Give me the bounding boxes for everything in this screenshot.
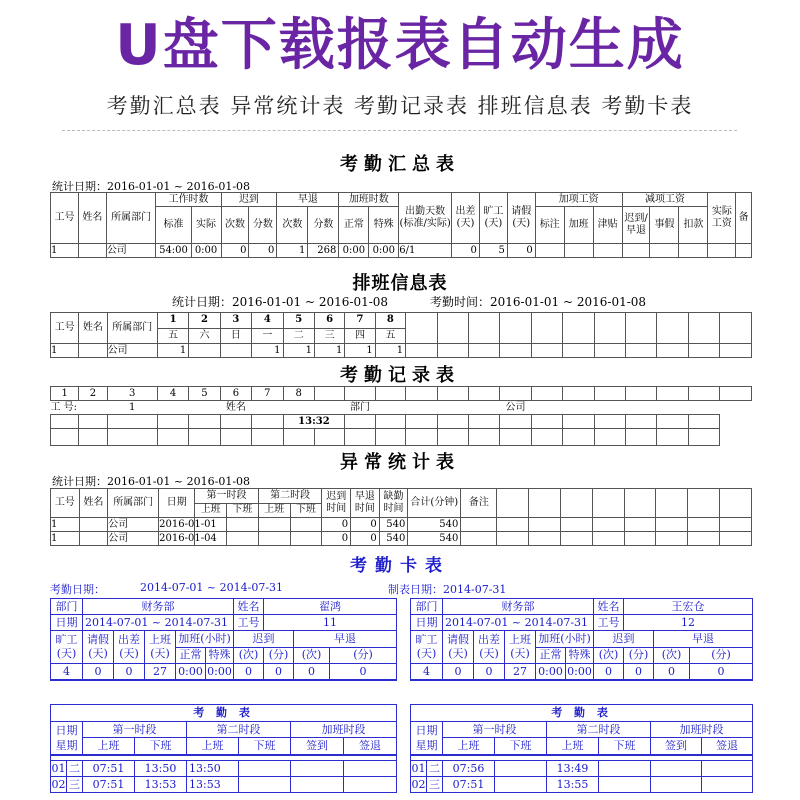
card-right-table-title: 考 勤 表 <box>411 705 753 722</box>
card-left-attendance: 考 勤 表 日期 星期 第一时段 第二时段 加班时段 上班 下班 上班 下班 签到 签退 01 二 07:51 13:50 13:50 02 三 07:51 13:53 13:53 <box>50 704 397 793</box>
col-late: 迟到 <box>221 193 277 207</box>
table-row: 02 三 07:51 13:53 13:53 <box>51 777 397 793</box>
card-left-info: 部门 财务部 姓名 翟鸿 日期 2014-07-01 ~ 2014-07-31 工号 11 旷工(天) 请假(天) 出差(天) 上班(天) 加班(小时) 迟到 早退 正常 特殊 (次) (分) (次) (分) 4 0 0 27 0:00 0:00 0 0 0 0 <box>50 598 397 681</box>
col-leave: 请假(天) <box>507 193 535 244</box>
card-left-table-title: 考 勤 表 <box>51 705 397 722</box>
divider <box>62 130 737 131</box>
col-missing: 缺勤时间 <box>379 489 408 518</box>
col-p1-on: 上班 <box>195 503 227 518</box>
card-right-info: 部门 财务部 姓名 王宏仓 日期 2014-07-01 ~ 2014-07-31 工号 12 旷工(天) 请假(天) 出差(天) 上班(天) 加班(小时) 迟到 早退 正常 特殊 (次) (分) (次) (分) 4 0 0 27 0:00 0:00 0 0 0 0 <box>410 598 753 681</box>
col-late-times: 次数 <box>221 207 249 244</box>
col-note: 备注 <box>461 489 497 518</box>
summary-date: 统计日期：2016-01-01 ~ 2016-01-08 <box>52 180 251 193</box>
col-early: 早退时间 <box>351 489 380 518</box>
schedule-date: 统计日期：2016-01-01 ~ 2016-01-08 <box>172 295 389 309</box>
card-left-dept: 财务部 <box>83 599 234 615</box>
card-right-dept: 财务部 <box>443 599 594 615</box>
col-bonus-mark: 标注 <box>535 207 564 244</box>
table-row: 02 三 07:51 13:55 <box>411 777 753 793</box>
col-name: 姓名 <box>79 313 107 344</box>
col-dept: 所属部门 <box>108 489 159 518</box>
card-left-name: 翟鸿 <box>264 599 397 615</box>
card-right-date: 2014-07-01 ~ 2014-07-31 <box>443 615 594 631</box>
record-name-label: 姓名 <box>225 401 246 413</box>
col-dept: 所属部门 <box>106 193 156 244</box>
col-early-minutes: 分数 <box>308 207 339 244</box>
col-work-hours: 工作时数 <box>156 193 221 207</box>
abnormal-table <box>50 488 752 546</box>
col-late: 迟到时间 <box>322 489 351 518</box>
col-p2-off: 下班 <box>290 503 322 518</box>
table-row: 01 二 07:56 13:49 <box>411 761 753 777</box>
col-early: 早退 <box>277 193 339 207</box>
col-id: 工号 <box>51 489 80 518</box>
card-right-stats: 4 0 0 27 0:00 0:00 0 0 0 0 <box>411 664 753 681</box>
record-dept-value: 公司 <box>505 401 526 413</box>
table-row: 1 公司 2016-01-01 0 0 540 540 <box>51 518 752 532</box>
card-right-attendance: 考 勤 表 日期 星期 第一时段 第二时段 加班时段 上班 下班 上班 下班 签到 签退 01 二 07:56 13:49 02 三 07:51 13:55 <box>410 704 753 793</box>
record-id-label: 工 号: <box>50 401 78 413</box>
col-deduct-other: 扣款 <box>679 207 708 244</box>
col-name: 姓名 <box>78 193 106 244</box>
col-id: 工号 <box>51 193 79 244</box>
banner <box>0 0 800 125</box>
table-row: 01 二 07:51 13:50 13:50 <box>51 761 397 777</box>
record-dept-label: 部门 <box>350 401 371 413</box>
col-early-times: 次数 <box>277 207 308 244</box>
col-p2: 第二时段 <box>258 489 322 504</box>
col-bonus: 加项工资 <box>535 193 622 207</box>
record-table: 1 2 3 4 5 6 7 8 工 号: 1 姓名 部门 公司 13:32 <box>50 386 752 446</box>
col-std: 标准 <box>156 207 191 244</box>
col-dept: 所属部门 <box>107 313 157 344</box>
card-right-id: 12 <box>624 615 753 631</box>
card-make-date: 制表日期：2014-07-31 <box>388 583 507 596</box>
col-business: 出差(天) <box>452 193 480 244</box>
col-overtime: 加班时数 <box>339 193 399 207</box>
col-bonus-allow: 津贴 <box>593 207 622 244</box>
schedule-title: 排班信息表 <box>352 273 448 294</box>
col-attend-days: 出勤天数(标准/实际) <box>399 193 452 244</box>
abnormal-title: 异常统计表 <box>340 452 460 473</box>
card-right-name: 王宏仓 <box>624 599 753 615</box>
col-date: 日期 <box>159 489 195 518</box>
col-real-pay: 实际工资 <box>708 193 736 244</box>
col-ot-special: 特殊 <box>369 207 399 244</box>
col-note: 备 <box>736 193 752 244</box>
schedule-table: 工号 姓名 所属部门 1 2 3 4 5 6 7 8 五 六 日 一 二 三 四 五 1 公司 1 1 1 1 1 1 <box>50 312 752 358</box>
col-ot-normal: 正常 <box>339 207 369 244</box>
banner-title: U盘下载报表自动生成 <box>115 13 685 78</box>
table-row: 1 公司 54:00 0:00 0 0 1 268 0:00 0:00 6/1 0 5 0 <box>51 244 752 258</box>
table-row: 1 公司 1 1 1 1 1 1 <box>51 344 752 358</box>
record-time: 13:32 <box>283 415 345 429</box>
col-p1: 第一时段 <box>195 489 259 504</box>
col-deduct: 减项工资 <box>622 193 708 207</box>
col-deduct-leave: 事假 <box>650 207 679 244</box>
summary-table <box>50 192 752 258</box>
card-left-stats: 4 0 0 27 0:00 0:00 0 0 0 0 <box>51 664 397 681</box>
col-bonus-ot: 加班 <box>564 207 593 244</box>
abnormal-date: 统计日期：2016-01-01 ~ 2016-01-08 <box>52 475 251 488</box>
col-id: 工号 <box>51 313 79 344</box>
col-actual: 实际 <box>191 207 221 244</box>
record-title: 考勤记录表 <box>340 365 460 386</box>
col-total: 合计(分钟) <box>408 489 461 518</box>
col-deduct-late: 迟到/早退 <box>622 207 650 244</box>
card-check-date-label: 考勤日期： <box>50 583 105 596</box>
schedule-check-date: 考勤时间：2016-01-01 ~ 2016-01-08 <box>430 295 647 309</box>
table-row: 1 公司 2016-01-04 0 0 540 540 <box>51 532 752 546</box>
col-p1-off: 下班 <box>227 503 259 518</box>
col-late-minutes: 分数 <box>249 207 277 244</box>
card-left-date: 2014-07-01 ~ 2014-07-31 <box>83 615 234 631</box>
record-id-value: 1 <box>129 401 136 413</box>
banner-subtitle: 考勤汇总表 异常统计表 考勤记录表 排班信息表 考勤卡表 <box>106 94 694 118</box>
summary-title: 考勤汇总表 <box>340 154 460 175</box>
col-absent: 旷工(天) <box>479 193 507 244</box>
card-left-id: 11 <box>264 615 397 631</box>
card-title: 考勤卡表 <box>350 556 450 576</box>
card-check-date: 2014-07-01 ~ 2014-07-31 <box>140 581 284 594</box>
col-name: 姓名 <box>79 489 108 518</box>
col-p2-on: 上班 <box>258 503 290 518</box>
